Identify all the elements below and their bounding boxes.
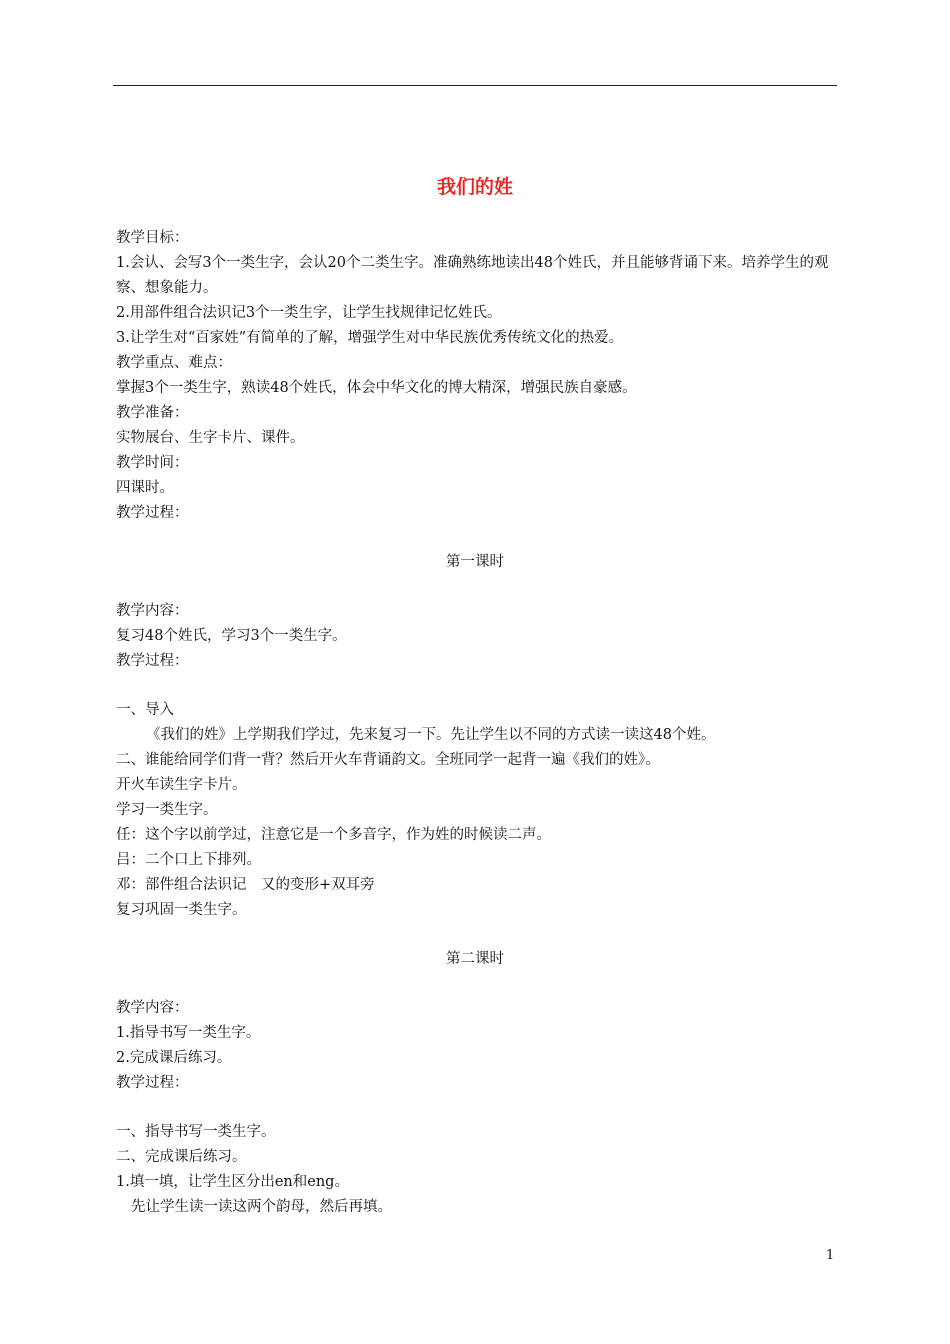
document-title: 我们的姓 [436, 176, 513, 198]
header-rule [113, 85, 837, 86]
time-text: 四课时。 [116, 480, 174, 496]
lesson-1-step-1: 一、导入 [116, 702, 174, 718]
time-heading: 教学时间： [116, 455, 189, 471]
lesson-2-step-3: 1.填一填，让学生区分出en和eng。 [116, 1174, 349, 1190]
document-body [116, 226, 840, 1220]
key-points-heading: 教学重点、难点： [116, 355, 232, 371]
process-heading: 教学过程： [116, 505, 189, 521]
preparation-text: 实物展台、生字卡片、课件。 [116, 430, 305, 446]
lesson-2-content-2: 2.完成课后练习。 [116, 1050, 232, 1066]
lesson-1-line-2: 学习一类生字。 [116, 802, 218, 818]
lesson-1-content: 复习48个姓氏，学习3个一类生字。 [116, 628, 347, 644]
lesson-2-content-1: 1.指导书写一类生字。 [116, 1025, 261, 1041]
lesson-1-line-4: 吕：二个口上下排列。 [116, 852, 261, 868]
lesson-1-step-2: 二、谁能给同学们背一背？然后开火车背诵韵文。全班同学一起背一遍《我们的姓》。 [116, 752, 660, 768]
lesson-1-process-heading: 教学过程： [116, 653, 189, 669]
lesson-2-content-heading: 教学内容： [116, 1000, 189, 1016]
preparation-heading: 教学准备： [116, 405, 189, 421]
lesson-2-heading: 第二课时 [446, 951, 504, 967]
lesson-2-process-heading: 教学过程： [116, 1075, 189, 1091]
lesson-1-step-1-text: 《我们的姓》上学期我们学过，先来复习一下。先让学生以不同的方式读一读这48个姓。 [146, 727, 716, 743]
page-number: 1 [826, 1248, 835, 1263]
key-points-text: 掌握3个一类生字，熟读48个姓氏，体会中华文化的博大精深，增强民族自豪感。 [116, 380, 637, 396]
lesson-1-heading: 第一课时 [446, 554, 504, 570]
lesson-1-line-3: 任：这个字以前学过，注意它是一个多音字，作为姓的时候读二声。 [116, 827, 551, 843]
lesson-1-line-6: 复习巩固一类生字。 [116, 902, 247, 918]
goal-3: 3.让学生对“百家姓”有简单的了解，增强学生对中华民族优秀传统文化的热爱。 [116, 330, 624, 346]
lesson-1-content-heading: 教学内容： [116, 603, 189, 619]
goal-1: 1.会认、会写3个一类生字，会认20个二类生字。准确熟练地读出48个姓氏，并且能够背诵下来。培养学生的观察、想象能力。 [116, 255, 829, 296]
goals-heading: 教学目标： [116, 230, 189, 246]
goal-2: 2.用部件组合法识记3个一类生字，让学生找规律记忆姓氏。 [116, 305, 502, 321]
lesson-1-line-1: 开火车读生字卡片。 [116, 777, 247, 793]
lesson-2-step-3-text: 先让学生读一读这两个韵母，然后再填。 [131, 1199, 392, 1215]
lesson-2-step-1: 一、指导书写一类生字。 [116, 1124, 276, 1140]
lesson-1-line-5: 邓：部件组合法识记 又的变形+双耳旁 [116, 877, 375, 893]
lesson-2-step-2: 二、完成课后练习。 [116, 1149, 247, 1165]
